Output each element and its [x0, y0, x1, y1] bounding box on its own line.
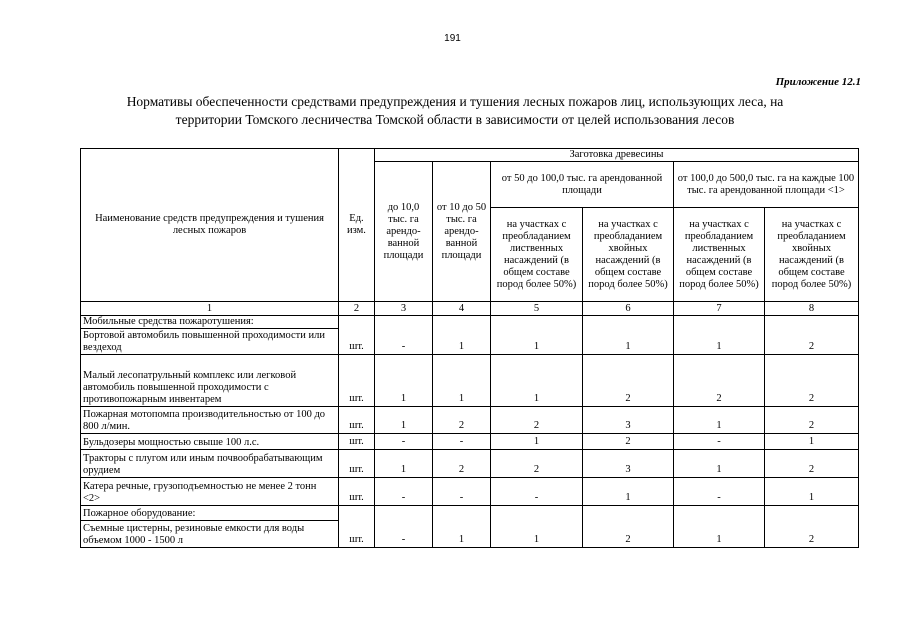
value-cell: 1: [583, 478, 674, 506]
header-deciduous-50: на участках с преобладанием лиственных насаждений (в общем составе пород более 50%): [491, 208, 583, 302]
value-cell: -: [433, 434, 491, 450]
unit-cell: шт.: [339, 316, 375, 355]
value-cell: 1: [583, 316, 674, 355]
value-cell: 1: [765, 434, 859, 450]
row-name: Тракторы с плугом или иным почвообрабатывающим орудием: [81, 450, 339, 478]
unit-cell: шт.: [339, 478, 375, 506]
header-name: Наименование средств предупреждения и тушения лесных пожаров: [81, 149, 339, 302]
value-cell: 2: [674, 355, 765, 407]
group-row-mobile: [81, 316, 859, 329]
value-cell: 1: [375, 407, 433, 434]
unit-cell: шт.: [339, 450, 375, 478]
group-row-equipment: [81, 506, 859, 521]
value-cell: -: [433, 478, 491, 506]
row-name: Съемные цистерны, резиновые емкости для воды объемом 1000 - 1500 л: [81, 521, 339, 548]
unit-cell: шт.: [339, 506, 375, 548]
column-number: 2: [339, 302, 375, 316]
header-unit: Ед. изм.: [339, 149, 375, 302]
column-numbers-row: [81, 302, 859, 316]
title-line-2: территории Томского лесничества Томской области в зависимости от целей использования лесов: [175, 112, 735, 127]
value-cell: 2: [765, 450, 859, 478]
value-cell: 1: [491, 434, 583, 450]
header-50-to-100: от 50 до 100,0 тыс. га арендованной площади: [491, 162, 674, 208]
value-cell: 2: [433, 450, 491, 478]
value-cell: -: [491, 478, 583, 506]
appendix-label: Приложение 12.1: [775, 76, 861, 88]
column-number: 6: [583, 302, 674, 316]
table-row: [81, 407, 859, 434]
value-cell: -: [375, 316, 433, 355]
value-cell: 2: [583, 355, 674, 407]
value-cell: -: [375, 434, 433, 450]
value-cell: -: [674, 434, 765, 450]
page-number: 191: [444, 33, 461, 44]
value-cell: 1: [433, 316, 491, 355]
value-cell: 3: [583, 407, 674, 434]
value-cell: 1: [491, 506, 583, 548]
value-cell: 2: [765, 316, 859, 355]
value-cell: 1: [433, 506, 491, 548]
row-name: Катера речные, грузоподъемностью не менее 2 тонн <2>: [81, 478, 339, 506]
column-number: 3: [375, 302, 433, 316]
row-name: Пожарная мотопомпа производительностью от 100 до 800 л/мин.: [81, 407, 339, 434]
value-cell: 1: [674, 316, 765, 355]
column-number: 1: [81, 302, 339, 316]
row-name: Бульдозеры мощностью свыше 100 л.с.: [81, 434, 339, 450]
value-cell: -: [375, 478, 433, 506]
table-row: [81, 434, 859, 450]
header-10-to-50: от 10 до 50 тыс. га арендо-ванной площади: [433, 162, 491, 302]
value-cell: 2: [583, 434, 674, 450]
value-cell: -: [375, 506, 433, 548]
group-label-mobile: Мобильные средства пожаротушения:: [81, 316, 339, 329]
column-number: 5: [491, 302, 583, 316]
value-cell: 3: [583, 450, 674, 478]
column-number: 8: [765, 302, 859, 316]
header-up-to-10: до 10,0 тыс. га арендо-ванной площади: [375, 162, 433, 302]
header-deciduous-100: на участках с преобладанием лиственных насаждений (в общем составе пород более 50%): [674, 208, 765, 302]
table-row: [81, 355, 859, 407]
value-cell: 2: [765, 407, 859, 434]
title-line-1: Нормативы обеспеченности средствами предупреждения и тушения лесных пожаров лиц, использующих леса, на: [126, 94, 784, 109]
column-number: 7: [674, 302, 765, 316]
value-cell: 2: [765, 506, 859, 548]
value-cell: 1: [375, 355, 433, 407]
header-coniferous-100: на участках с преобладанием хвойных насаждений (в общем составе пород более 50%): [765, 208, 859, 302]
value-cell: 1: [375, 450, 433, 478]
header-100-to-500: от 100,0 до 500,0 тыс. га на каждые 100 тыс. га арендованной площади <1>: [674, 162, 859, 208]
column-number: 4: [433, 302, 491, 316]
table-row: [81, 450, 859, 478]
value-cell: 2: [765, 355, 859, 407]
group-label-equipment: Пожарное оборудование:: [81, 506, 339, 521]
document-title: [60, 93, 850, 129]
row-name: Бортовой автомобиль повышенной проходимости или вездеход: [81, 329, 339, 355]
value-cell: 1: [491, 316, 583, 355]
value-cell: 1: [765, 478, 859, 506]
value-cell: 1: [674, 506, 765, 548]
row-name: Малый лесопатрульный комплекс или легковой автомобиль повышенной проходимости с противопожарным инвентарем: [81, 355, 339, 407]
norms-table: [80, 148, 859, 548]
unit-cell: шт.: [339, 434, 375, 450]
value-cell: 1: [433, 355, 491, 407]
value-cell: 2: [433, 407, 491, 434]
value-cell: 2: [491, 450, 583, 478]
table-row: [81, 478, 859, 506]
value-cell: 1: [674, 407, 765, 434]
value-cell: 1: [674, 450, 765, 478]
value-cell: -: [674, 478, 765, 506]
header-harvest: Заготовка древесины: [375, 149, 859, 162]
value-cell: 2: [583, 506, 674, 548]
value-cell: 2: [491, 407, 583, 434]
value-cell: 1: [491, 355, 583, 407]
unit-cell: шт.: [339, 355, 375, 407]
header-coniferous-50: на участках с преобладанием хвойных насаждений (в общем составе пород более 50%): [583, 208, 674, 302]
unit-cell: шт.: [339, 407, 375, 434]
